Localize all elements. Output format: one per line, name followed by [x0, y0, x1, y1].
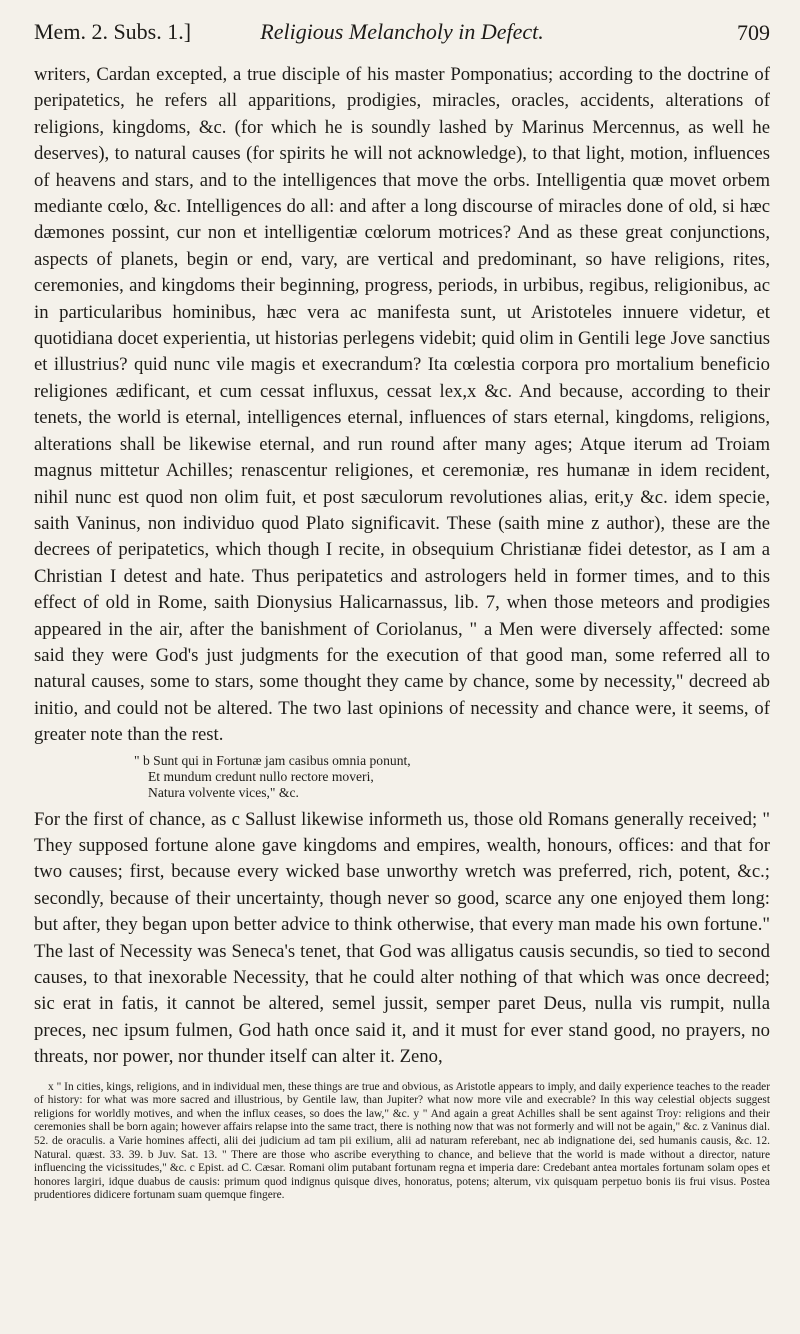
verse-quotation [134, 753, 770, 801]
running-title: Religious Melancholy in Defect. [260, 19, 544, 44]
section-reference: Mem. 2. Subs. 1.] [34, 19, 192, 44]
footnotes [34, 1081, 770, 1203]
footnote-text: x " In cities, kings, religions, and in individual men, these things are true and obvious, as Aristotle appears to imply, and daily experience teaches to the reader of history: for what was more sacred and illustrious, by Gentile law, than Jupiter? what now more vile and execrable? In this way celestial objects suggest religions for worldly motives, and when the influx ceases, so does the law," &c. y " And again a great Achilles shall be sent against Troy: religions and their ceremonies shall be born again; however affairs relapse into the same tract, there is nothing now that was not formerly and will not be again," &c. z Vaninus dial. 52. de oraculis. a Varie homines affecti, alii dei judicium ad tam pii exilium, alii ad naturam referebant, nec ab indignatione dei, sed humanis causis, &c. 12. Natural. quæst. 33. 39. b Juv. Sat. 13. " There are those who ascribe everything to chance, and believe that the world is made without a director, nature influencing the vicissitudes," &c. c Epist. ad C. Cæsar. Romani olim putabant fortunam regna et imperia dare: Credebant antea mortales fortunam solam opes et honores largiri, idque duabus de causis: primum quod indignus quisque dives, honoratus, potens; alterum, vix quisquam perpetuo bonis iis frui visus. Postea prudentiores didicere fortunam suam quemque fingere. [34, 1080, 770, 1202]
verse-line-3: Natura volvente vices," &c. [148, 784, 299, 800]
paragraph-1: writers, Cardan excepted, a true disciple of his master Pomponatius; according to the doctrine of peripatetics, he refers all apparitions, prodigies, miracles, oracles, accidents, alterations of religions, kingdoms, &c. (for which he is soundly lashed by Marinus Mercennus, as well he deserves), to natural causes (for spirits he will not acknowledge), to that light, motion, influences of heavens and stars, and to the intelligences that move the orbs. Intelligentia quæ movet orbem mediante cœlo, &c. Intelligences do all: and after a long discourse of miracles done of old, si hæc dæmones possint, cur non et intelligentiæ cœlorum motrices? And as these great conjunctions, aspects of planets, begin or end, vary, are vertical and predominant, so have religions, rites, ceremonies, and kingdoms their beginning, progress, periods, in urbibus, regibus, religionibus, ac in particularibus hominibus, hæc vera ac manifesta sunt, ut Aristoteles innuere videtur, et quotidiana docet experientia, ut historias perlegens videbit; quid olim in Gentili lege Jove sanctius et illustrius? quid nunc vile magis et execrandum? Ita cœlestia corpora pro mortalium beneficio religiones ædificant, et cum cessat influxus, cessat lex,x &c. And because, according to their tenets, the world is eternal, intelligences eternal, influences of stars eternal, kingdoms, religions, alterations shall be likewise eternal, and run round after many ages; Atque iterum ad Troiam magnus mittetur Achilles; renascentur religiones, et ceremoniæ, res humanæ in idem recident, nihil nunc est quod non olim fuit, et post sæculorum revolutiones alias, erit,y &c. idem specie, saith Vaninus, non individuo quod Plato significavit. These (saith mine z author), these are the decrees of peripatetics, which though I recite, in obsequium Christianæ fidei detestor, as I am a Christian I detest and hate. Thus peripatetics and astrologers held in former times, and to this effect of old in Rome, saith Dionysius Halicarnassus, lib. 7, when those meteors and prodigies appeared in the air, after the banishment of Coriolanus, " a Men were diversely affected: some said they were God's just judgments for the execution of that good man, some referred all to natural causes, some to stars, some thought they came by chance, some by necessity," decreed ab initio, and could not be altered. The two last opinions of necessity and chance were, it seems, of greater note than the rest. [34, 64, 770, 746]
page-number: 709 [737, 20, 770, 45]
paragraph-2: For the first of chance, as c Sallust likewise informeth us, those old Romans generally received; " They supposed fortune alone gave kingdoms and empires, wealth, honours, offices: and that for two causes; first, because every wicked base unworthy wretch was preferred, rich, potent, &c.; secondly, because of their uncertainty, though never so good, scarce any one enjoyed them long: but after, they began upon better advice to think otherwise, that every man made his own fortune." The last of Necessity was Seneca's tenet, that God was alligatus causis secundis, so tied to second causes, to that inexorable Necessity, that he could alter nothing of that which was once decreed; sic erat in fatis, it cannot be altered, semel jussit, semper paret Deus, nulla vis rumpit, nulla preces, nec ipsum fulmen, God hath once said it, and it must for ever stand good, no prayers, no threats, nor power, nor thunder itself can alter it. Zeno, [34, 808, 770, 1068]
running-header [34, 0, 770, 62]
main-text [34, 62, 770, 1071]
verse-line-2: Et mundum credunt nullo rectore moveri, [148, 768, 374, 784]
verse-line-1: " b Sunt qui in Fortunæ jam casibus omnia ponunt, [134, 752, 411, 768]
